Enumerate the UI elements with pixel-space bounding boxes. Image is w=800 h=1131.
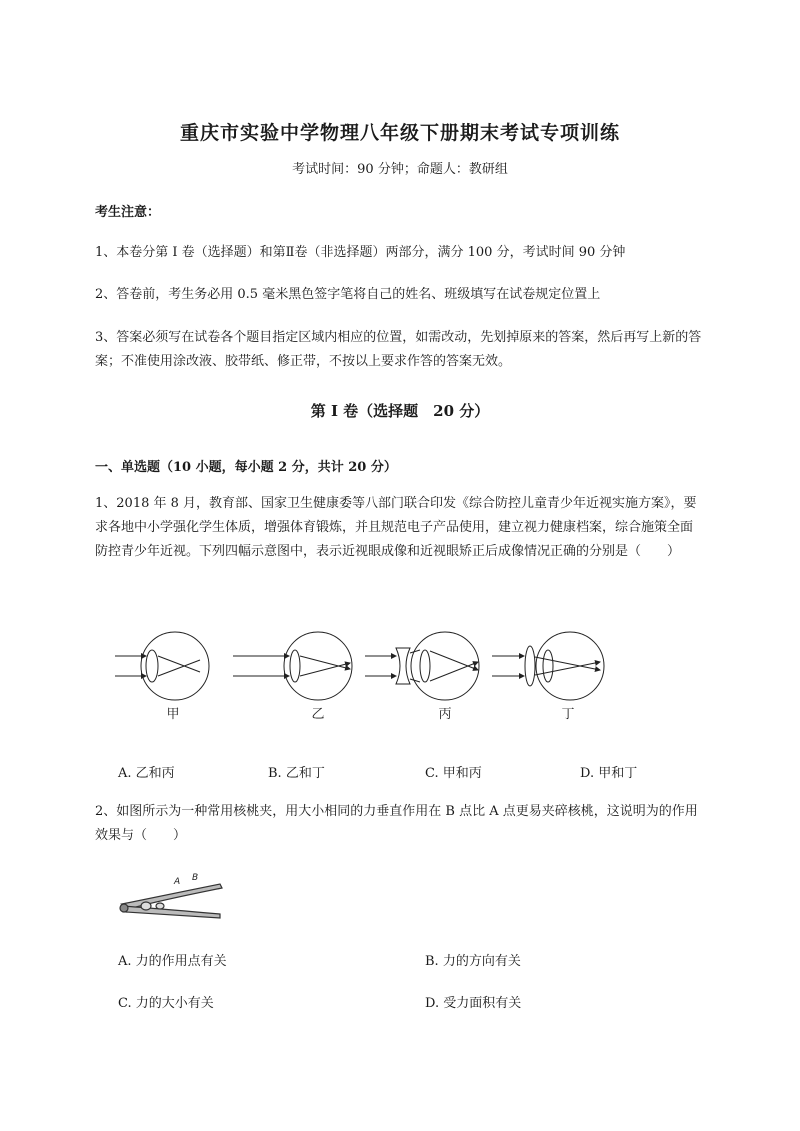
figure-label-ding: 丁 [561,707,575,722]
q2-option-c[interactable]: C. 力的大小有关 [118,996,214,1011]
nutcracker-figure [112,868,232,920]
q1-option-a[interactable]: A. 乙和丙 [118,766,175,781]
q2-option-d[interactable]: D. 受力面积有关 [425,996,522,1011]
eye-diagram-bing [365,632,479,700]
q1-option-b[interactable]: B. 乙和丁 [268,766,325,781]
eye-diagram-ding [492,632,604,700]
eye-diagrams-figure [100,620,620,730]
notice-item-1: 1、本卷分第 I 卷（选择题）和第Ⅱ卷（非选择题）两部分，满分 100 分，考试时间 90 分钟 [95,245,626,260]
notice-item-2: 2、答卷前，考生务必用 0.5 毫米黑色签字笔将自己的姓名、班级填写在试卷规定位置上 [95,287,601,302]
notice-item-3: 3、答案必须写在试卷各个题目指定区域内相应的位置，如需改动，先划掉原来的答案，然后再写上新的答案；不准使用涂改液、胶带纸、修正带，不按以上要求作答的答案无效。 [95,330,702,369]
q1-option-d[interactable]: D. 甲和丁 [580,766,638,781]
question-1-stem: 1、2018 年 8 月，教育部、国家卫生健康委等八部门联合印发《综合防控儿童青少年近视实施方案》，要求各地中小学强化学生体质，增强体育锻炼，并且规范电子产品使用，建立视力健康档案，综合施策全面防控青少年近视。下列四幅示意图中，表示近视眼成像和近视眼矫正后成像情况正确的分别是（ ） [95,496,697,559]
q2-option-a[interactable]: A. 力的作用点有关 [118,954,227,969]
exam-info: 考试时间：90 分钟；命题人：教研组 [292,162,508,177]
section-title: 第 I 卷（选择题 20 分） [310,402,490,420]
figure-label-jia: 甲 [166,707,180,722]
question-2-stem: 2、如图所示为一种常用核桃夹，用大小相同的力垂直作用在 B 点比 A 点更易夹碎核桃，这说明为的作用效果与（ ） [95,804,698,843]
part-heading: 一、单选题（10 小题，每小题 2 分，共计 20 分） [95,460,397,475]
point-label-a: A [174,877,181,887]
eye-diagram-yi [233,632,352,700]
figure-label-bing: 丙 [438,707,452,722]
page-title: 重庆市实验中学物理八年级下册期末考试专项训练 [179,122,620,144]
figure-label-yi: 乙 [311,707,325,722]
eye-diagram-jia [115,632,209,700]
point-label-b: B [192,873,199,883]
q1-option-c[interactable]: C. 甲和丙 [425,766,482,781]
q2-option-b[interactable]: B. 力的方向有关 [425,954,521,969]
notice-heading: 考生注意： [95,205,161,220]
